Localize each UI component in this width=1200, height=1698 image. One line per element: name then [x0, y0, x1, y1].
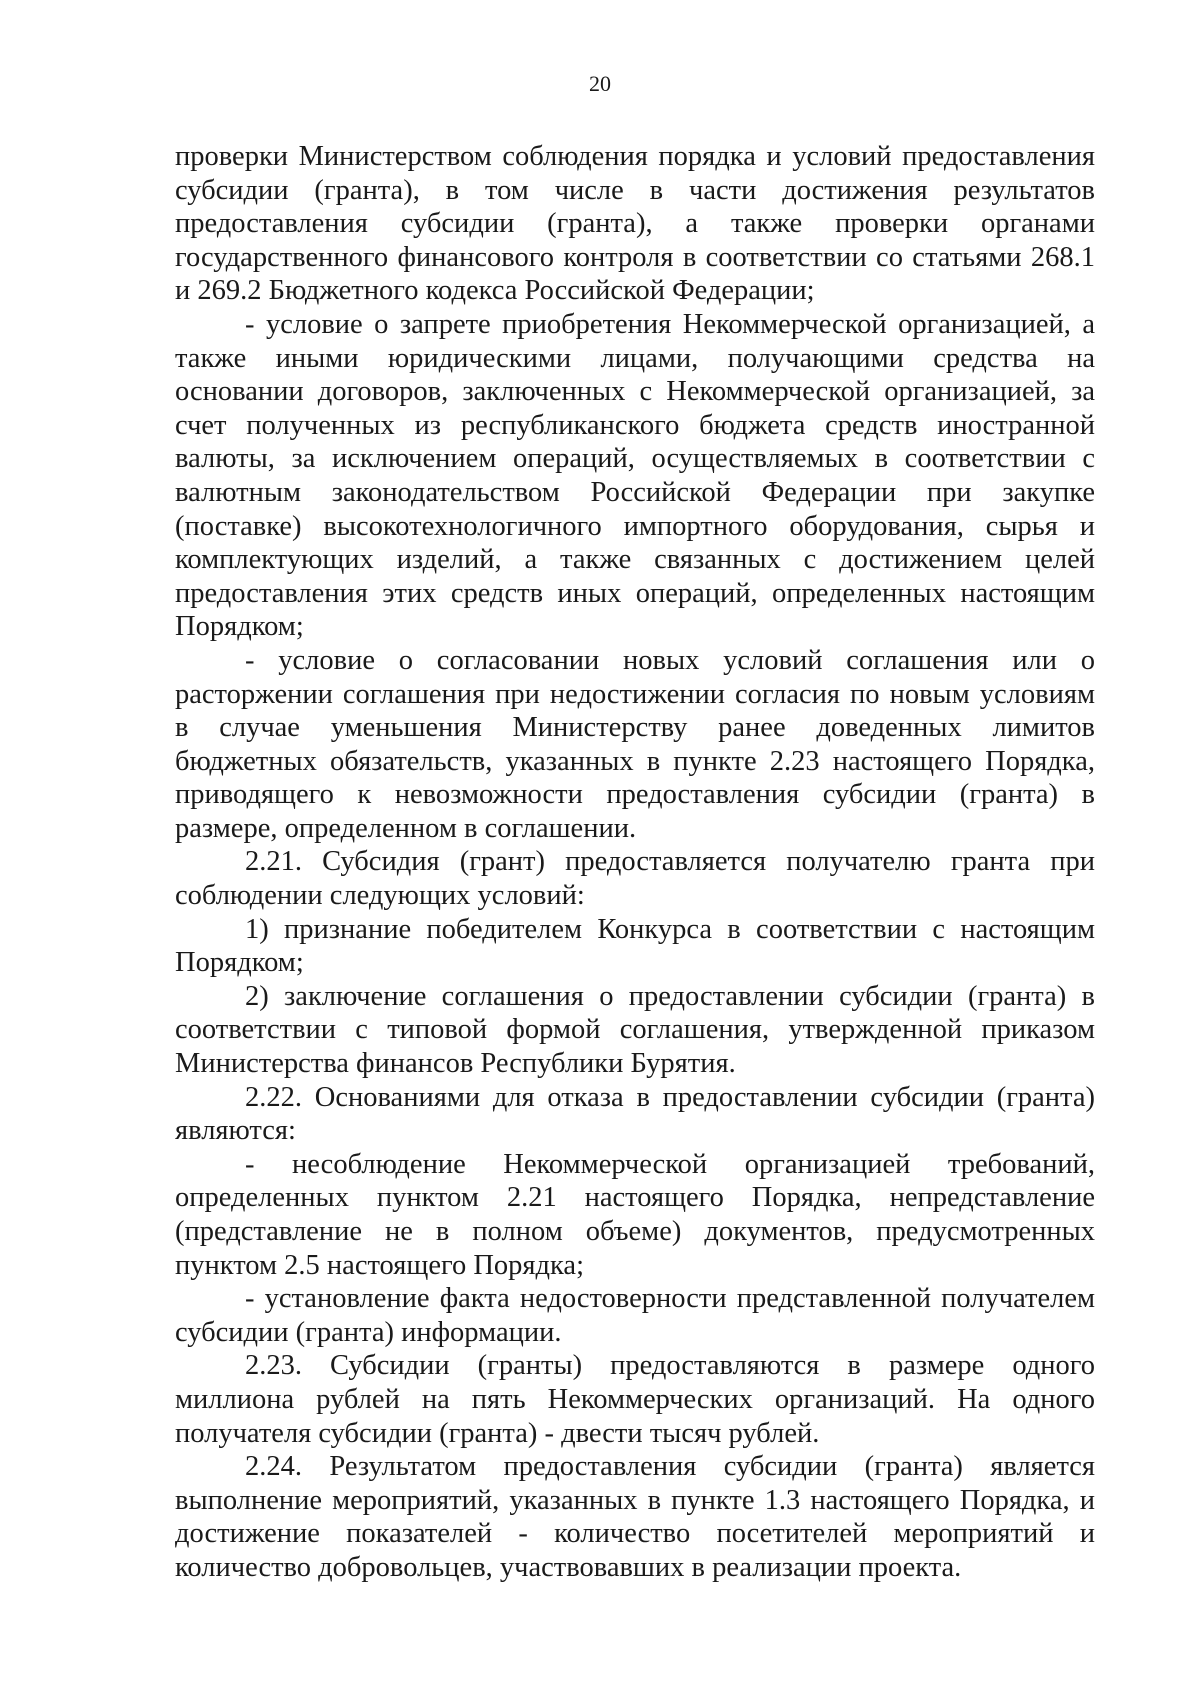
paragraph-currency-ban: - условие о запрете приобретения Некоммерческой организацией, а также иными юридическими лицами, получающими средства на основании договоров, заключенных с Некоммерческой организацией, за счет полученных из республиканского бюджета средств иностранной валюты, за исключением операций, осуществляемых в соответствии с валютным законодательством Российской Федерации при закупке (поставке) высокотехнологичного импортного оборудования, сырья и комплектующих изделий, а также связанных с достижением целей предоставления этих средств иных операций, определенных настоящим Порядком;: [175, 308, 1095, 643]
paragraph-refusal-reason-1: - несоблюдение Некоммерческой организацией требований, определенных пунктом 2.21 настоящего Порядка, непредставление (представление не в полном объеме) документов, предусмотренных пунктом 2.5 настоящего Порядка;: [175, 1148, 1095, 1281]
paragraph-2-21: 2.21. Субсидия (грант) предоставляется получателю гранта при соблюдении следующих условий:: [175, 846, 1095, 912]
paragraph-2-22: 2.22. Основаниями для отказа в предоставлении субсидии (гранта) являются:: [175, 1081, 1095, 1147]
paragraph-condition-1: 1) признание победителем Конкурса в соответствии с настоящим Порядком;: [175, 913, 1095, 979]
paragraph-continuation: проверки Министерством соблюдения порядка и условий предоставления субсидии (гранта), в том числе в части достижения результатов предоставления субсидии (гранта), а также проверки органами государственного финансового контроля в соответствии со статьями 268.1 и 269.2 Бюджетного кодекса Российской Федерации;: [175, 141, 1095, 307]
paragraph-agreement-terms: - условие о согласовании новых условий соглашения или о расторжении соглашения при недостижении согласия по новым условиям в случае уменьшения Министерству ранее доведенных лимитов бюджетных обязательств, указанных в пункте 2.23 настоящего Порядка, приводящего к невозможности предоставления субсидии (гранта) в размере, определенном в соглашении.: [175, 644, 1095, 844]
page-number: 20: [589, 71, 611, 96]
paragraph-condition-2: 2) заключение соглашения о предоставлении субсидии (гранта) в соответствии с типовой формой соглашения, утвержденной приказом Министерства финансов Республики Бурятия.: [175, 980, 1095, 1080]
paragraph-2-23: 2.23. Субсидии (гранты) предоставляются в размере одного миллиона рублей на пять Некоммерческих организаций. На одного получателя субсидии (гранта) - двести тысяч рублей.: [175, 1350, 1095, 1449]
paragraph-refusal-reason-2: - установление факта недостоверности представленной получателем субсидии (гранта) информации.: [175, 1283, 1095, 1348]
document-body: [175, 140, 1095, 1585]
paragraph-2-24: 2.24. Результатом предоставления субсидии (гранта) является выполнение мероприятий, указанных в пункте 1.3 настоящего Порядка, и достижение показателей - количество посетителей мероприятий и количество добровольцев, участвовавших в реализации проекта.: [175, 1451, 1095, 1583]
